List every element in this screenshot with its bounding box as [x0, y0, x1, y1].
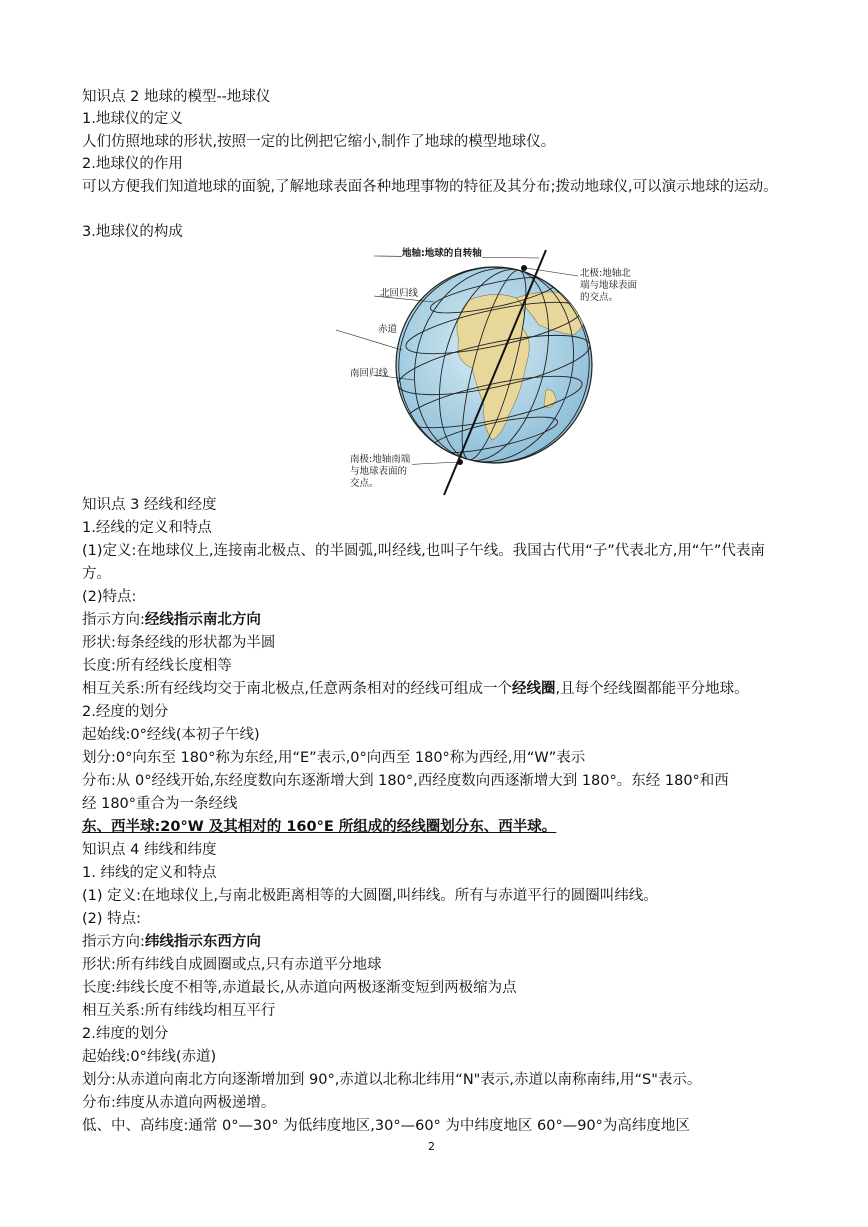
meridian-circle-term: 经线圈: [512, 681, 556, 697]
globe-figure: [254, 240, 684, 500]
page-number: 2: [428, 1140, 435, 1153]
axis-label: 地轴:地球的自转轴: [402, 248, 482, 259]
section2-heading: 知识点 2 地球的模型--地球仪: [82, 89, 271, 105]
longitude-distribution-2: 经 180°重合为一条经线: [82, 796, 238, 812]
meridian-features-title: (2)特点:: [82, 589, 137, 605]
meridian-relation: [82, 678, 749, 700]
parallel-length: 长度:纬线长度不相等,赤道最长,从赤道向两极逐渐变短到两极缩为点: [82, 980, 517, 996]
parallel-title: 1. 纬线的定义和特点: [82, 865, 217, 881]
parallel-features-title: (2) 特点:: [82, 911, 142, 927]
meridian-title: 1.经线的定义和特点: [82, 520, 212, 536]
longitude-start: 起始线:0°经线(本初子午线): [82, 727, 260, 743]
meridian-relation-suffix: ,且每个经线圈都能平分地球。: [555, 681, 749, 697]
section4-heading: 知识点 4 纬线和纬度: [82, 842, 217, 858]
tropic-of-cancer-label: 北回归线: [380, 288, 419, 299]
hemisphere-division: 东、西半球:20°W 及其相对的 160°E 所组成的经线圈划分东、西半球。: [82, 819, 557, 835]
meridian-direction-label: 指示方向:: [82, 612, 145, 628]
globe-definition-text: 人们仿照地球的形状,按照一定的比例把它缩小,制作了地球的模型地球仪。: [82, 134, 556, 150]
latitude-zones: 低、中、高纬度:通常 0°—30° 为低纬度地区,30°—60° 为中纬度地区 60°—90°为高纬度地区: [82, 1118, 690, 1134]
parallel-relation: 相互关系:所有纬线均相互平行: [82, 1003, 276, 1019]
longitude-division-title: 2.经度的划分: [82, 704, 169, 720]
meridian-length: 长度:所有经线长度相等: [82, 658, 232, 674]
meridian-relation-prefix: 相互关系:所有经线均交于南北极点,任意两条相对的经线可组成一个: [82, 681, 512, 697]
latitude-distribution: 分布:纬度从赤道向两极递增。: [82, 1095, 276, 1111]
latitude-divide: 划分:从赤道向南北方向逐渐增加到 90°,赤道以北称北纬用“N"表示,赤道以南称南纬,用“S"表示。: [82, 1072, 702, 1088]
globe-structure-title: 3.地球仪的构成: [82, 224, 183, 240]
globe-use-title: 2.地球仪的作用: [82, 156, 183, 172]
meridian-direction: [82, 609, 261, 631]
parallel-shape: 形状:所有纬线自成圆圈或点,只有赤道平分地球: [82, 957, 382, 973]
longitude-divide: 划分:0°向东至 180°称为东经,用“E”表示,0°向西至 180°称为西经,用“W”表示: [82, 750, 586, 766]
parallel-direction-value: 纬线指示东西方向: [144, 934, 261, 950]
parallel-definition: (1) 定义:在地球仪上,与南北极距离相等的大圆圈,叫纬线。所有与赤道平行的圆圈叫纬线。: [82, 888, 658, 904]
equator-label: 赤道: [378, 324, 398, 335]
meridian-shape: 形状:每条经线的形状都为半圆: [82, 635, 276, 651]
meridian-direction-value: 经线指示南北方向: [144, 612, 261, 628]
longitude-distribution-1: 分布:从 0°经线开始,东经度数向东逐渐增大到 180°,西经度数向西逐渐增大到 180°。东经 180°和西: [82, 773, 729, 789]
latitude-division-title: 2.纬度的划分: [82, 1026, 169, 1042]
meridian-definition: (1)定义:在地球仪上,连接南北极点、的半圆弧,叫经线,也叫子午线。我国古代用“子”代表北方,用“午”代表南方。: [82, 543, 765, 582]
tropic-of-capricorn-label: 南回归线: [350, 368, 389, 379]
parallel-direction: [82, 931, 261, 953]
globe-use-text: 可以方便我们知道地球的面貌,了解地球表面各种地理事物的特征及其分布;拨动地球仪,可以演示地球的运动。: [82, 179, 778, 195]
north-pole-label: 北极:地轴北端与地球表面的交点。: [580, 268, 640, 304]
parallel-direction-label: 指示方向:: [82, 934, 145, 950]
south-pole-label: 南极:地轴南端与地球表面的交点。: [350, 454, 411, 489]
globe-definition-title: 1.地球仪的定义: [82, 111, 183, 127]
section3-heading: 知识点 3 经线和经度: [82, 497, 217, 513]
latitude-start: 起始线:0°纬线(赤道): [82, 1049, 217, 1065]
